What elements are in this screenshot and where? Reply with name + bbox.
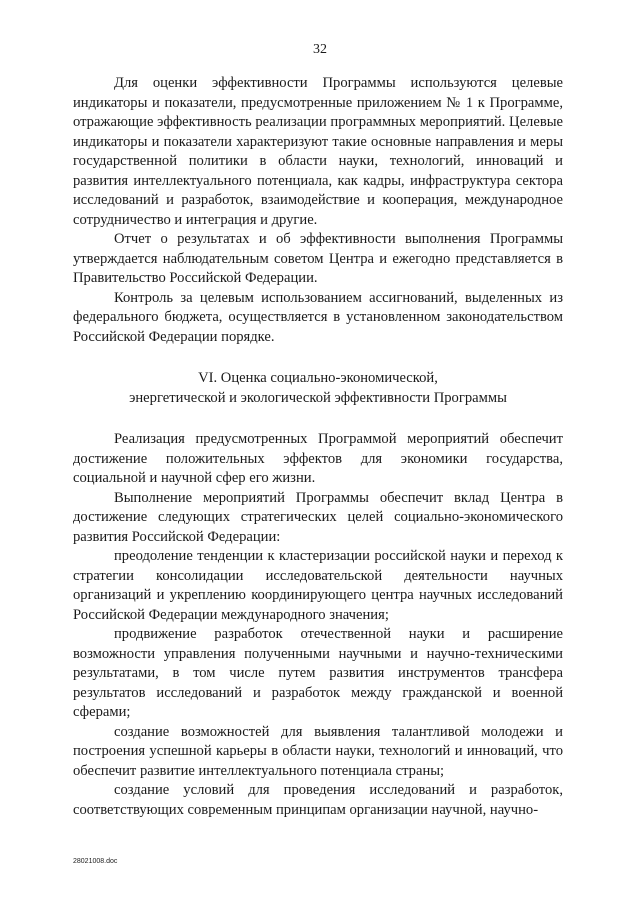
page-number: 32	[313, 42, 327, 57]
section-heading	[73, 369, 563, 408]
list-item-talent: создание возможностей для выявления талантливой молодежи и построения успешной карьеры в области науки, технологий и инноваций, что обеспечит развитие интеллектуального потенциала страны;	[73, 723, 563, 779]
paragraph-report: Отчет о результатах и об эффективности выполнения Программы утверждается наблюдательным советом Центра и ежегодно представляется в Правительство Российской Федерации.	[73, 231, 563, 286]
document-body	[73, 74, 563, 820]
list-item-promotion: продвижение разработок отечественной науки и расширение возможности управления полученными научными и научно-техническими результатами, в том числе путем развития инструментов трансфера результатов исследований и разработок между гражданской и военной сферами;	[73, 626, 563, 720]
list-item-clustering: преодоление тенденции к кластеризации российской науки и переход к стратегии консолидации исследовательской деятельности научных организаций и укреплению координирующего центра научных исследований Российской Федерации международного значения;	[73, 548, 563, 623]
section-heading-line2: энергетической и экологической эффективности Программы	[129, 389, 507, 406]
paragraph-contribution: Выполнение мероприятий Программы обеспечит вклад Центра в достижение следующих стратегических целей социально-экономического развития Российской Федерации:	[73, 489, 563, 545]
section-heading-line1: VI. Оценка социально-экономической,	[198, 370, 438, 386]
list-item-conditions: создание условий для проведения исследований и разработок, соответствующих современным принципам организации научной, научно-	[73, 782, 563, 818]
paragraph-control: Контроль за целевым использованием ассигнований, выделенных из федерального бюджета, осуществляется в установленном законодательством Российской Федерации порядке.	[73, 289, 563, 345]
paragraph-effects: Реализация предусмотренных Программой мероприятий обеспечит достижение положительных эффектов для экономики государства, социальной и научной сфер его жизни.	[73, 431, 563, 486]
paragraph-indicators: Для оценки эффективности Программы используются целевые индикаторы и показатели, предусмотренные приложением № 1 к Программе, отражающие эффективность реализации программных мероприятий. Целевые индикаторы и показатели характеризуют такие основные направления и меры государственной политики в области науки, технологий, инноваций и развития интеллектуального потенциала, как кадры, инфраструктура сектора исследований и разработок, взаимодействие и кооперация, международное сотрудничество и интеграция и другие.	[73, 75, 563, 228]
file-name-footer: 28021008.doc	[73, 858, 118, 865]
